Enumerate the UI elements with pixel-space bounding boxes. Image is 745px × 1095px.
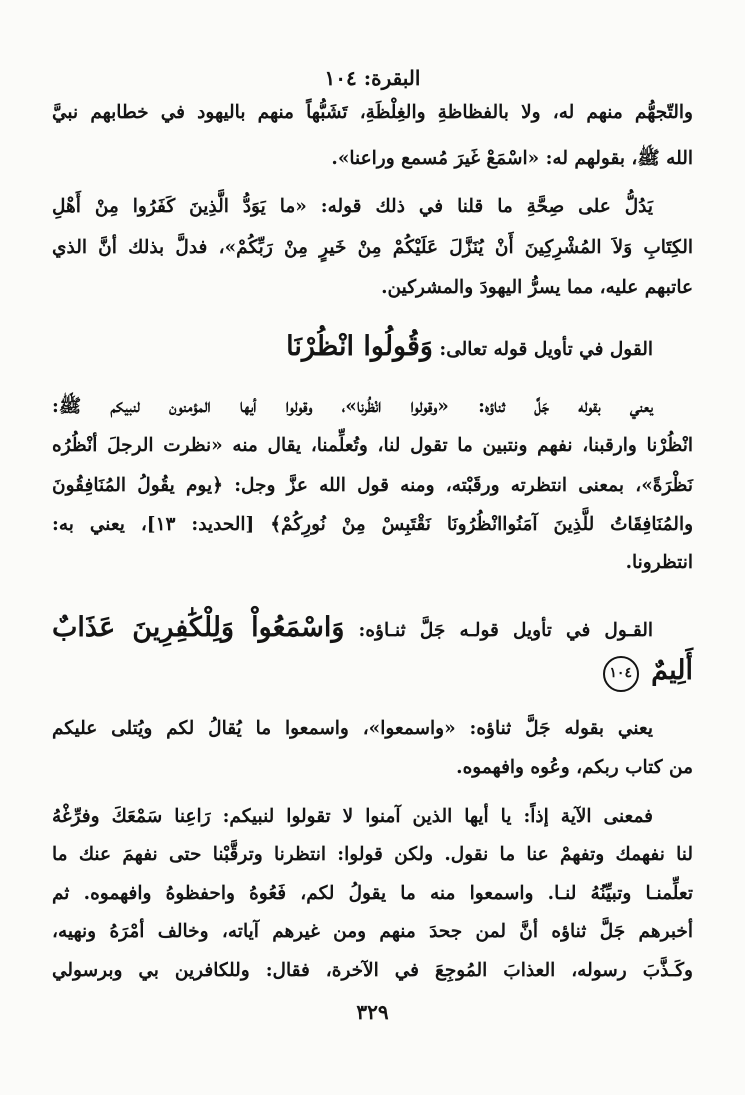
text-line: أخبرهم جَلَّ ثناؤه أنَّ لمن جحدَ منهم ومن غيرهم آياته، وخالف أمْرَهُ ونهيه، — [52, 921, 693, 942]
text-line: يَدُلُّ على صِحَّةِ ما قلنا في ذلك قوله: «ما يَوَدُّ الَّذِينَ كَفَرُوا مِنْ أَهْلِ — [52, 196, 654, 217]
heading-prefix: القول في تأويل قوله تعالى: — [439, 339, 653, 360]
verse-number-badge: ١٠٤ — [603, 656, 639, 692]
running-header: البقرة: ١٠٤ — [324, 66, 421, 90]
text-line: انتظرونا. — [625, 552, 693, 573]
section-heading-cont — [603, 656, 693, 692]
section-heading — [52, 614, 653, 641]
text-line: نَظْرَةً»، بمعنى انتظرته ورقَبْته، ومنه قول الله عزَّ وجل: ﴿يوم يقُولُ المُنَافِقُونَ — [52, 475, 693, 496]
quran-phrase: أَلِيمٌ — [651, 655, 693, 686]
text-line: لنا نفهمك وتفهمْ عنا ما نقول. ولكن قولوا: انتظرنا وترقَّبْنا حتى نفهمَ عنك ما — [52, 844, 693, 865]
text-line: يعني بقوله جَلَّ ثناؤه: «واسمعوا»، واسمعوا ما يُقالُ لكم ويُتلى عليكم — [52, 718, 653, 739]
page-number: ٣٢٩ — [356, 1000, 389, 1024]
text-line: الكِتَابِ وَلاَ المُشْرِكِينَ أَنْ يُنَزَّلَ عَلَيْكُمْ مِنْ خَيرٍ مِنْ رَبِّكُمْ»، فدلَّ بذلك أنَّ الذي — [52, 237, 693, 258]
text-line: من كتاب ربكم، وعُوه وافهموه. — [456, 757, 693, 778]
text-line: تعلِّمنـا وتبيِّنُهُ لنـا. واسمعوا منه ما يقولُ لكم، فَعُوهُ واحفظوهُ وافهموه. ثم — [52, 883, 693, 904]
text-line: وكَـذَّبَ رسوله، العذابَ المُوجِعَ في الآخرة، فقال: وللكافرين بي وبرسولي — [52, 960, 693, 981]
text-line: فمعنى الآية إذاً: يا أيها الذين آمنوا لا تقولوا لنبيكم: رَاعِنا سَمْعَكَ وفرِّغْهُ — [52, 806, 653, 827]
text-line: والمُنَافِقَاتُ للَّذِينَ آمَنُواانْظُرُونَا نَقْتَبِسْ مِنْ نُورِكُمْ﴾ [الحديد: ١٣]، يعني به: — [52, 514, 694, 535]
quran-phrase: وَقُولُوا انْظُرْنَا — [286, 331, 433, 362]
text-line: والتّجهُّم منهم له، ولا بالفظاظةِ والغِلْظَةِ، تَشَبُّهاً منهم باليهود في خطابهم نبيَّ — [52, 102, 693, 123]
text-line: يعني بقوله جَلَّ ثناؤه: «وقولوا انْظُرنا»، وقولوا أيها المؤمنون لنبيكم ﷺ: — [52, 396, 653, 417]
heading-prefix: القـول في تأويل قولـه جَلَّ ثنـاؤه: — [358, 620, 653, 641]
quran-phrase: وَاسْمَعُواْ وَلِلْكَٰفِرِينَ عَذَابٌ — [52, 612, 345, 643]
section-heading — [286, 333, 653, 360]
text-line: الله ﷺ، بقولهم له: «اسْمَعْ غَيرَ مُسمع وراعنا». — [331, 148, 693, 169]
text-line: عاتبهم عليه، مما يسرُّ اليهودَ والمشركين. — [381, 277, 693, 298]
text-line: انْظُرْنا وارقبنا، نفهم ونتبين ما تقول لنا، وتُعلِّمنا، يقال منه «نظرت الرجلَ أنْظُرُه — [52, 435, 693, 456]
